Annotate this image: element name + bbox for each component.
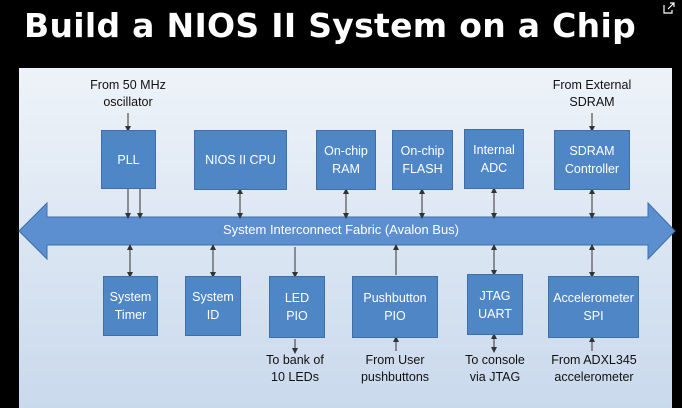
leds-label: To bank of 10 LEDs bbox=[266, 353, 324, 384]
system-id-block: System ID bbox=[185, 276, 241, 336]
pushbuttons-label: From User pushbuttons bbox=[360, 353, 430, 384]
pll-block: PLL bbox=[101, 130, 156, 189]
bus-label: System Interconnect Fabric (Avalon Bus) bbox=[222, 222, 460, 237]
onchip-flash-block: On-chip FLASH bbox=[392, 130, 453, 190]
internal-adc-block: Internal ADC bbox=[464, 129, 524, 189]
pushbutton-pio-block: Pushbutton PIO bbox=[352, 276, 438, 338]
led-pio-block: LED PIO bbox=[269, 276, 325, 338]
oscillator-label: From 50 MHz oscillator bbox=[90, 78, 166, 109]
adxl-label: From ADXL345 accelerometer bbox=[551, 353, 637, 384]
jtag-uart-block: JTAG UART bbox=[467, 274, 523, 335]
console-label: To console via JTAG bbox=[465, 353, 525, 384]
accelerometer-spi-block: Accelerometer SPI bbox=[548, 276, 639, 338]
external-sdram-label: From External SDRAM bbox=[552, 78, 632, 109]
nios-cpu-block: NIOS II CPU bbox=[194, 130, 287, 190]
slide-title: Build a NIOS II System on a Chip bbox=[24, 6, 636, 45]
system-timer-block: System Timer bbox=[103, 276, 158, 336]
onchip-ram-block: On-chip RAM bbox=[316, 130, 376, 190]
sdram-controller-block: SDRAM Controller bbox=[554, 130, 630, 190]
